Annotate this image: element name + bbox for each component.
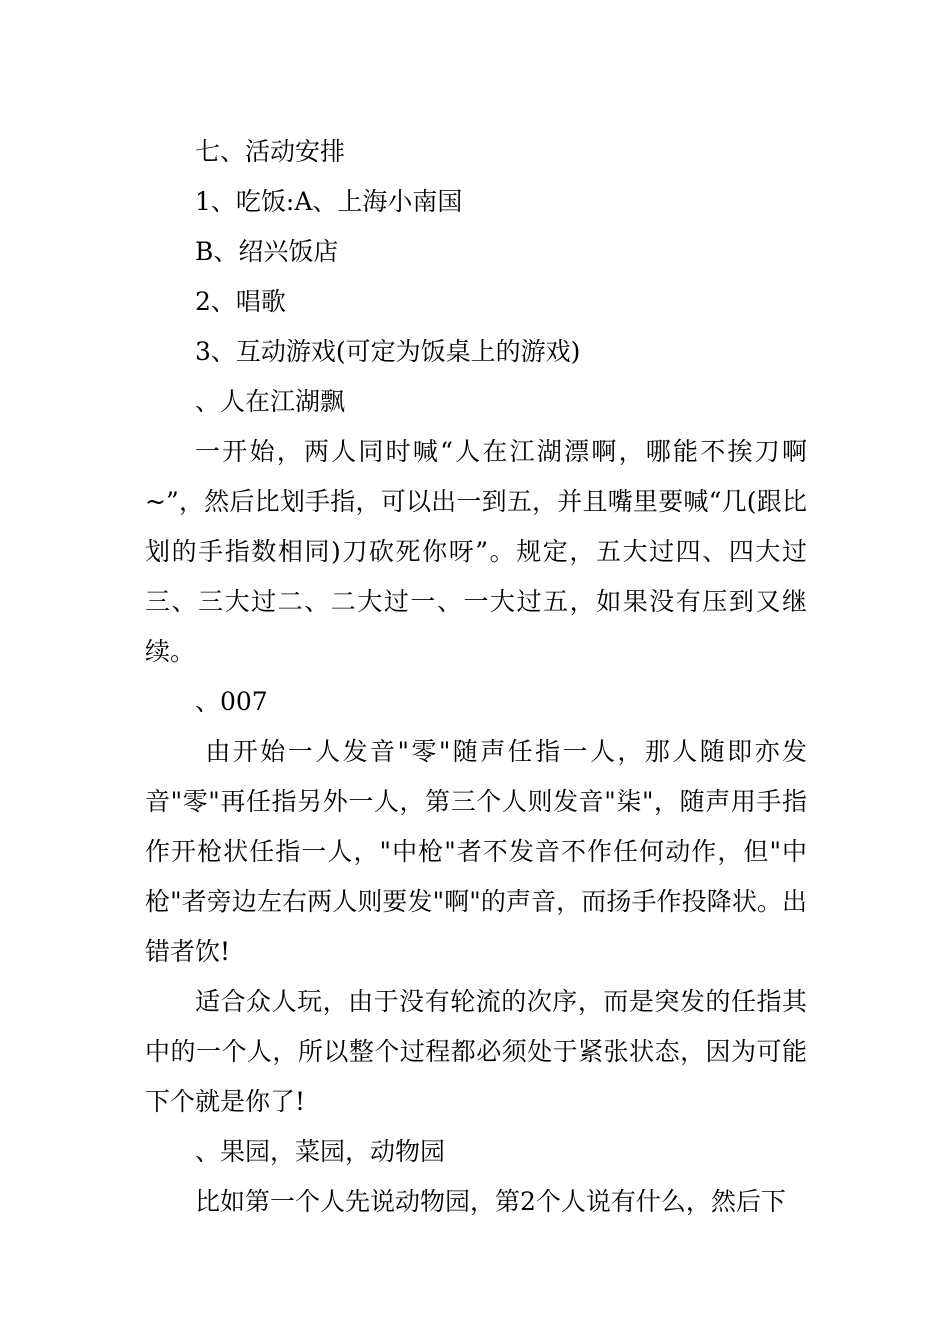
- game-title-007: 、007: [195, 687, 268, 716]
- list-item-singing: 2、唱歌: [195, 287, 286, 316]
- game-rules-007: 由开始一人发音"零"随声任指一人，那人随即亦发音"零"再任指另外一人，第三个人则发音"柒"，随声用手指作开枪状任指一人，"中枪"者不发音不作任何动作，但"中枪"者旁边左右两人则要发"啊"的声音，而扬手作投降状。出错者饮!: [145, 737, 808, 966]
- game-title-garden: 、果园，菜园，动物园: [195, 1137, 446, 1166]
- list-item-meal: 1、吃饭:A、上海小南国: [195, 187, 463, 216]
- game-title-jianghu: 、人在江湖飘: [195, 387, 346, 416]
- section-heading-activity: 七、活动安排: [195, 137, 346, 166]
- list-item-restaurant-b: B、绍兴饭店: [195, 237, 339, 266]
- game-rules-garden: 比如第一个人先说动物园，第2个人说有什么，然后下: [195, 1187, 786, 1216]
- game-note-007: 适合众人玩，由于没有轮流的次序，而是突发的任指其中的一个人，所以整个过程都必须处于紧张状态，因为可能下个就是你了!: [145, 987, 807, 1116]
- document-body: [145, 127, 807, 1227]
- game-rules-jianghu: 一开始，两人同时喊“人在江湖漂啊，哪能不挨刀啊~”，然后比划手指，可以出一到五，并且嘴里要喊“几(跟比划的手指数相同)刀砍死你呀”。规定，五大过四、四大过三、三大过二、二大过一、一大过五，如果没有压到又继续。: [145, 437, 807, 666]
- list-item-games: 3、互动游戏(可定为饭桌上的游戏): [195, 337, 581, 366]
